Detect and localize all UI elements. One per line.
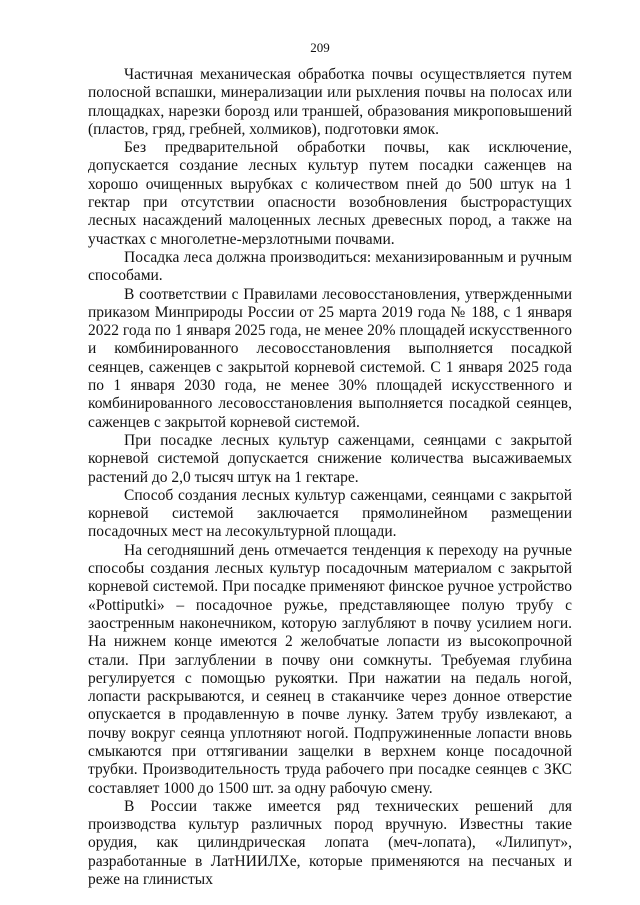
page-number: 209	[310, 40, 330, 55]
paragraph-reforestation-rules: В соответствии с Правилами лесовосстановления, утвержденными приказом Минприроды России от 25 марта 2019 года № 188, с 1 января 2022 года по 1 января 2025 года, не менее 20% площадей искусственного и комбинированного лесовосстановления выполняется посадкой сеянцев, саженцев с закрытой корневой системой. С 1 января 2025 года по 1 января 2030 года, не менее 30% площадей искусственного и комбинированного лесовосстановления выполняется посадкой сеянцев, саженцев с закрытой корневой системой.	[88, 285, 572, 431]
body-text	[88, 66, 572, 889]
paragraph-planting-density: При посадке лесных культур саженцами, сеянцами с закрытой корневой системой допускается снижение количества высаживаемых растений до 2,0 тысяч штук на 1 гектаре.	[88, 431, 572, 486]
paragraph-no-tillage-exception: Без предварительной обработки почвы, как исключение, допускается создание лесных культур путем посадки саженцев на хорошо очищенных вырубках с количеством пней до 500 штук на 1 гектар при отсутствии опасности возобновления быстрорастущих лесных насаждений малоценных лесных древесных пород, а также на участках с многолетне-мерзлотными почвами.	[88, 139, 572, 248]
paragraph-planting-layout: Способ создания лесных культур саженцами, сеянцами с закрытой корневой системой заключается прямолинейном размещении посадочных мест на лесокультурной площади.	[88, 486, 572, 541]
paragraph-pottiputki-tool: На сегодняшний день отмечается тенденция к переходу на ручные способы создания лесных культур посадочным материалом с закрытой корневой системой. При посадке применяют финское ручное устройство «Pottiputki» – посадочное ружье, представляющее полую трубу с заостренным наконечником, которую заглубляют в почву усилием ноги. На нижнем конце имеются 2 желобчатые лопасти из высокопрочной стали. При заглублении в почву они сомкнуты. Требуемая глубина регулируется с помощью рукоятки. При нажатии на педаль ногой, лопасти раскрываются, и сеянец в стаканчике через донное отверстие опускается в продавленную в почве лунку. Затем трубу извлекают, а почву вокруг сеянца уплотняют ногой. Подпружиненные лопасти вновь смыкаются при оттягивании защелки в верхнем конце посадочной трубки. Производительность труда рабочего при посадке сеянцев с ЗКС составляет 1000 до 1500 шт. за одну рабочую смену.	[88, 541, 572, 797]
paragraph-planting-methods: Посадка леса должна производиться: механизированным и ручным способами.	[88, 248, 572, 285]
paragraph-russian-tools: В России также имеется ряд технических решений для производства культур различных пород вручную. Известны такие орудия, как цилиндрическая лопата (меч-лопата), «Лилипут», разработанные в ЛатНИИЛХе, которые применяются на песчаных и реже на глинистых	[88, 797, 572, 889]
paragraph-partial-tillage: Частичная механическая обработка почвы осуществляется путем полосной вспашки, минерализации или рыхления почвы на полосах или площадках, нарезки борозд или траншей, образования микроповышений (пластов, гряд, гребней, холмиков), подготовки ямок.	[88, 66, 572, 138]
